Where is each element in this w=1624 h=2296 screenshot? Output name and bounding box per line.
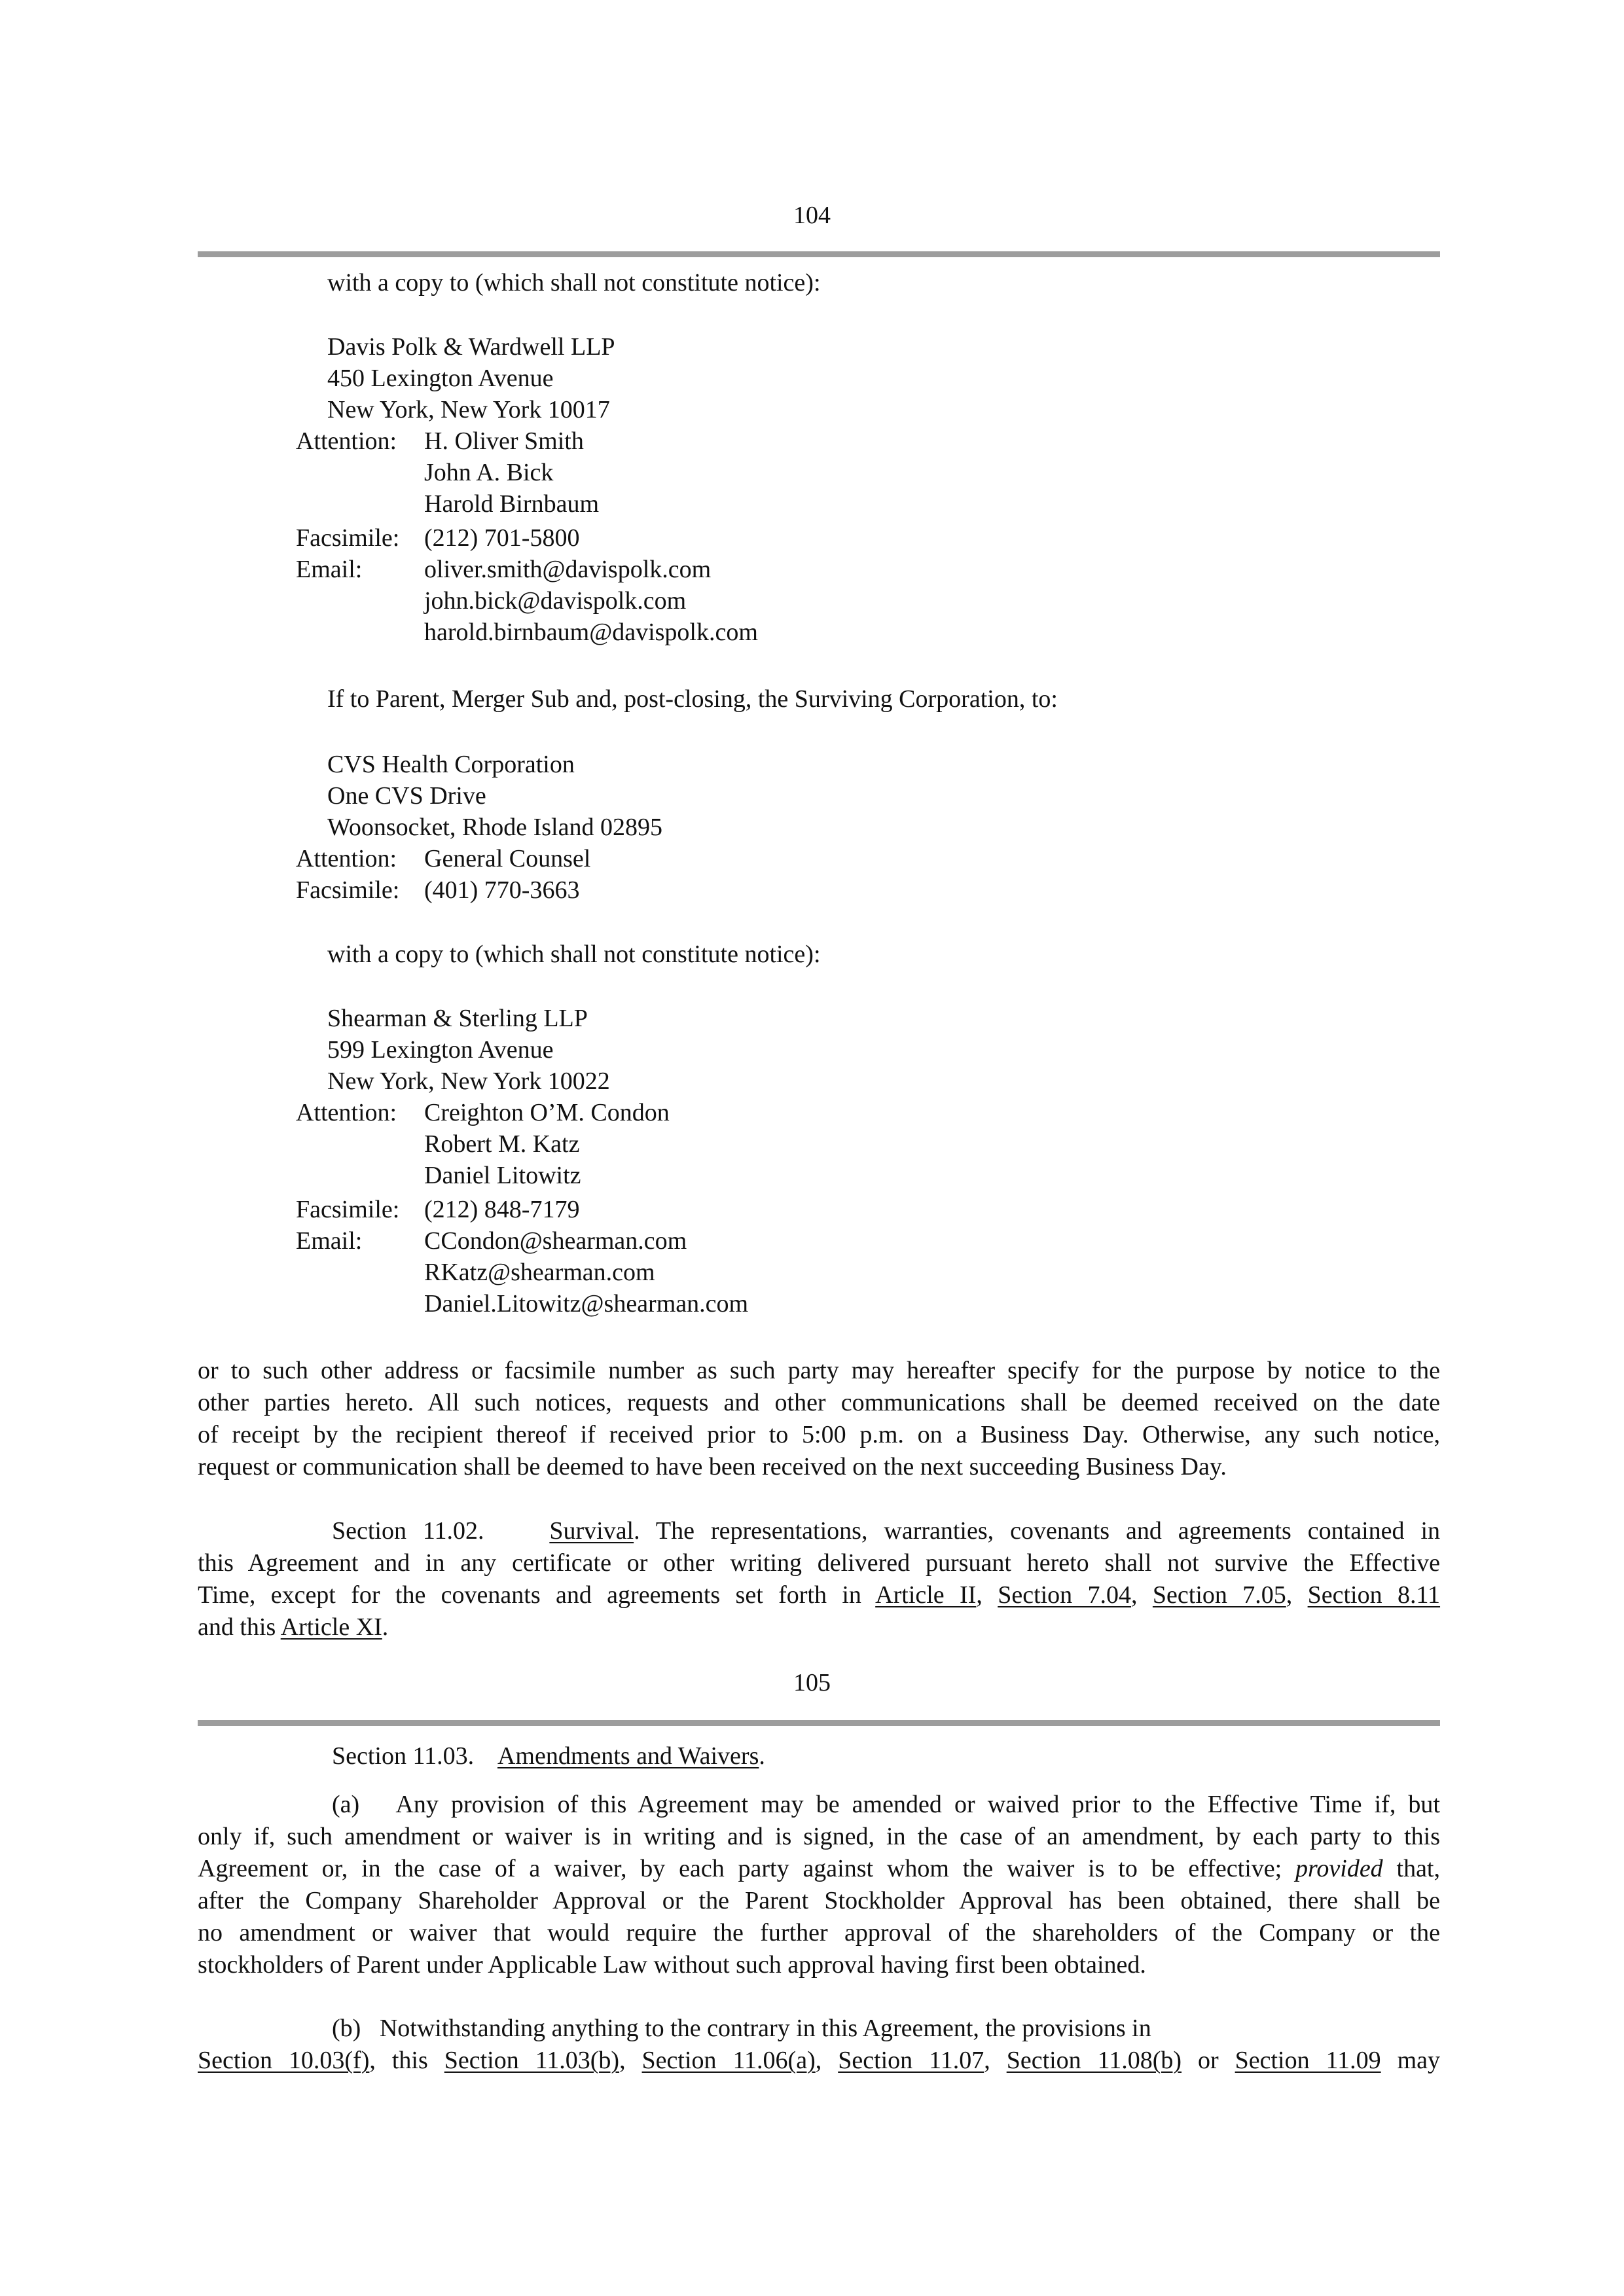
section-11-06a-link[interactable]: Section 11.06(a) — [641, 2047, 816, 2074]
separator: , — [619, 2047, 642, 2074]
facsimile-number: (212) 701-5800 — [424, 524, 580, 552]
section-heading: Amendments and Waivers — [497, 1742, 759, 1770]
paragraph-text: or — [1182, 2047, 1235, 2074]
section-11-02 — [198, 1515, 1440, 1643]
clause-label: (b) — [332, 2015, 361, 2042]
article-ii-link[interactable]: Article II — [875, 1581, 977, 1609]
email-address: oliver.smith@davispolk.com — [424, 556, 712, 583]
facsimile-label: Facsimile: — [296, 524, 400, 552]
cvs-city: Woonsocket, Rhode Island 02895 — [327, 814, 662, 841]
attention-label: Attention: — [296, 1099, 397, 1126]
shearman-city: New York, New York 10022 — [327, 1067, 610, 1095]
paragraph-text: that, — [1382, 1855, 1440, 1882]
email-address: john.bick@davispolk.com — [424, 587, 687, 615]
separator: , — [1131, 1581, 1153, 1609]
facsimile-label: Facsimile: — [296, 876, 400, 904]
attention-name: John A. Bick — [424, 459, 554, 486]
paragraph-text: , this — [369, 2047, 444, 2074]
separator: , — [1286, 1581, 1308, 1609]
paragraph-line: this Agreement and in any certificate or other writing delivered pursuant hereto shall not survive the Effective — [198, 1549, 1440, 1577]
article-xi-link[interactable]: Article XI — [280, 1613, 382, 1641]
email-label: Email: — [296, 1227, 363, 1255]
facsimile-number: (401) 770-3663 — [424, 876, 580, 904]
paragraph-line: request or communication shall be deemed to have been received on the next succeeding Business Day. — [198, 1453, 1227, 1480]
section-11-08b-link[interactable]: Section 11.08(b) — [1006, 2047, 1182, 2074]
davis-polk-street: 450 Lexington Avenue — [327, 365, 554, 392]
parent-notice-intro: If to Parent, Merger Sub and, post-closing, the Surviving Corporation, to: — [327, 685, 1058, 713]
section-8-11-link[interactable]: Section 8.11 — [1307, 1581, 1441, 1609]
email-address: Daniel.Litowitz@shearman.com — [424, 1290, 749, 1318]
paragraph-line: of receipt by the recipient thereof if received prior to 5:00 p.m. on a Business Day. Otherwise, any such notice, — [198, 1421, 1440, 1448]
facsimile-number: (212) 848-7179 — [424, 1196, 580, 1223]
section-number: Section 11.02. — [332, 1517, 484, 1545]
paragraph-text: . The representations, warranties, covenants and agreements contained in — [634, 1517, 1441, 1545]
paragraph-line — [198, 1579, 1440, 1611]
attention-name: Daniel Litowitz — [424, 1162, 581, 1189]
attention-name: Harold Birnbaum — [424, 490, 600, 518]
paragraph-text: Notwithstanding anything to the contrary in this Agreement, the provisions in — [379, 2015, 1151, 2042]
paragraph-line — [198, 1853, 1440, 1885]
section-11-07-link[interactable]: Section 11.07 — [838, 2047, 984, 2074]
attention-label: Attention: — [296, 427, 397, 455]
section-11-03-heading — [332, 1744, 765, 1768]
email-label: Email: — [296, 556, 363, 583]
page-header-rule — [198, 251, 1440, 257]
davis-polk-city: New York, New York 10017 — [327, 396, 610, 423]
email-address: CCondon@shearman.com — [424, 1227, 687, 1255]
page-number: 105 — [793, 1669, 831, 1696]
paragraph-line: or to such other address or facsimile number as such party may hereafter specify for the purpose by notice to the — [198, 1357, 1440, 1384]
cvs-company-name: CVS Health Corporation — [327, 751, 575, 778]
italic-term: provided — [1295, 1855, 1383, 1882]
copy-intro-text: with a copy to (which shall not constitute notice): — [327, 941, 821, 968]
paragraph-text: Agreement or, in the case of a waiver, by each party against whom the waiver is to be effective; — [198, 1855, 1296, 1882]
paragraph-line: no amendment or waiver that would require the further approval of the shareholders of the Company or the — [198, 1919, 1440, 1946]
paragraph-line: other parties hereto. All such notices, requests and other communications shall be deemed received on the date — [198, 1389, 1440, 1416]
attention-label: Attention: — [296, 845, 397, 872]
facsimile-label: Facsimile: — [296, 1196, 400, 1223]
section-11-03-a — [198, 1789, 1440, 1981]
paragraph-line — [198, 2013, 1440, 2045]
section-heading: Survival — [549, 1517, 634, 1545]
section-number: Section 11.03. — [332, 1742, 475, 1770]
attention-name: Creighton O’M. Condon — [424, 1099, 670, 1126]
cvs-street: One CVS Drive — [327, 782, 486, 810]
separator: , — [815, 2047, 839, 2074]
email-address: RKatz@shearman.com — [424, 1259, 655, 1286]
section-11-03-b — [198, 2013, 1440, 2077]
section-11-03b-link[interactable]: Section 11.03(b) — [444, 2047, 620, 2074]
separator: , — [976, 1581, 998, 1609]
paragraph-text: Time, except for the covenants and agreements set forth in — [198, 1581, 876, 1609]
copy-intro-text: with a copy to (which shall not constitute notice): — [327, 269, 821, 296]
section-7-04-link[interactable]: Section 7.04 — [998, 1581, 1132, 1609]
paragraph-text: and this — [198, 1613, 281, 1641]
paragraph-line: stockholders of Parent under Applicable Law without such approval having first been obtained. — [198, 1951, 1146, 1979]
paragraph-line: only if, such amendment or waiver is in writing and is signed, in the case of an amendment, by each party to this — [198, 1823, 1440, 1850]
section-11-09-link[interactable]: Section 11.09 — [1235, 2047, 1381, 2074]
attention-name: General Counsel — [424, 845, 591, 872]
paragraph-text: may — [1380, 2047, 1441, 2074]
section-10-03f-link[interactable]: Section 10.03(f) — [198, 2047, 370, 2074]
page-number: 104 — [793, 202, 831, 229]
attention-name: H. Oliver Smith — [424, 427, 584, 455]
shearman-street: 599 Lexington Avenue — [327, 1036, 554, 1064]
shearman-firm-name: Shearman & Sterling LLP — [327, 1005, 588, 1032]
paragraph-text: . — [382, 1613, 389, 1641]
paragraph-line — [198, 1515, 1440, 1547]
paragraph-line — [198, 1611, 1440, 1643]
page-header-rule — [198, 1720, 1440, 1726]
paragraph-line — [198, 2045, 1440, 2077]
paragraph-text: Any provision of this Agreement may be amended or waived prior to the Effective Time if, but — [395, 1791, 1440, 1818]
section-7-05-link[interactable]: Section 7.05 — [1152, 1581, 1286, 1609]
notice-closing-paragraph — [198, 1355, 1440, 1483]
attention-name: Robert M. Katz — [424, 1130, 580, 1158]
paragraph-line — [198, 1789, 1440, 1821]
email-address: harold.birnbaum@davispolk.com — [424, 619, 758, 646]
paragraph-text: . — [759, 1742, 765, 1770]
davis-polk-firm-name: Davis Polk & Wardwell LLP — [327, 333, 615, 361]
separator: , — [984, 2047, 1007, 2074]
clause-label: (a) — [332, 1791, 360, 1818]
paragraph-line: after the Company Shareholder Approval or the Parent Stockholder Approval has been obtained, there shall be — [198, 1887, 1440, 1914]
